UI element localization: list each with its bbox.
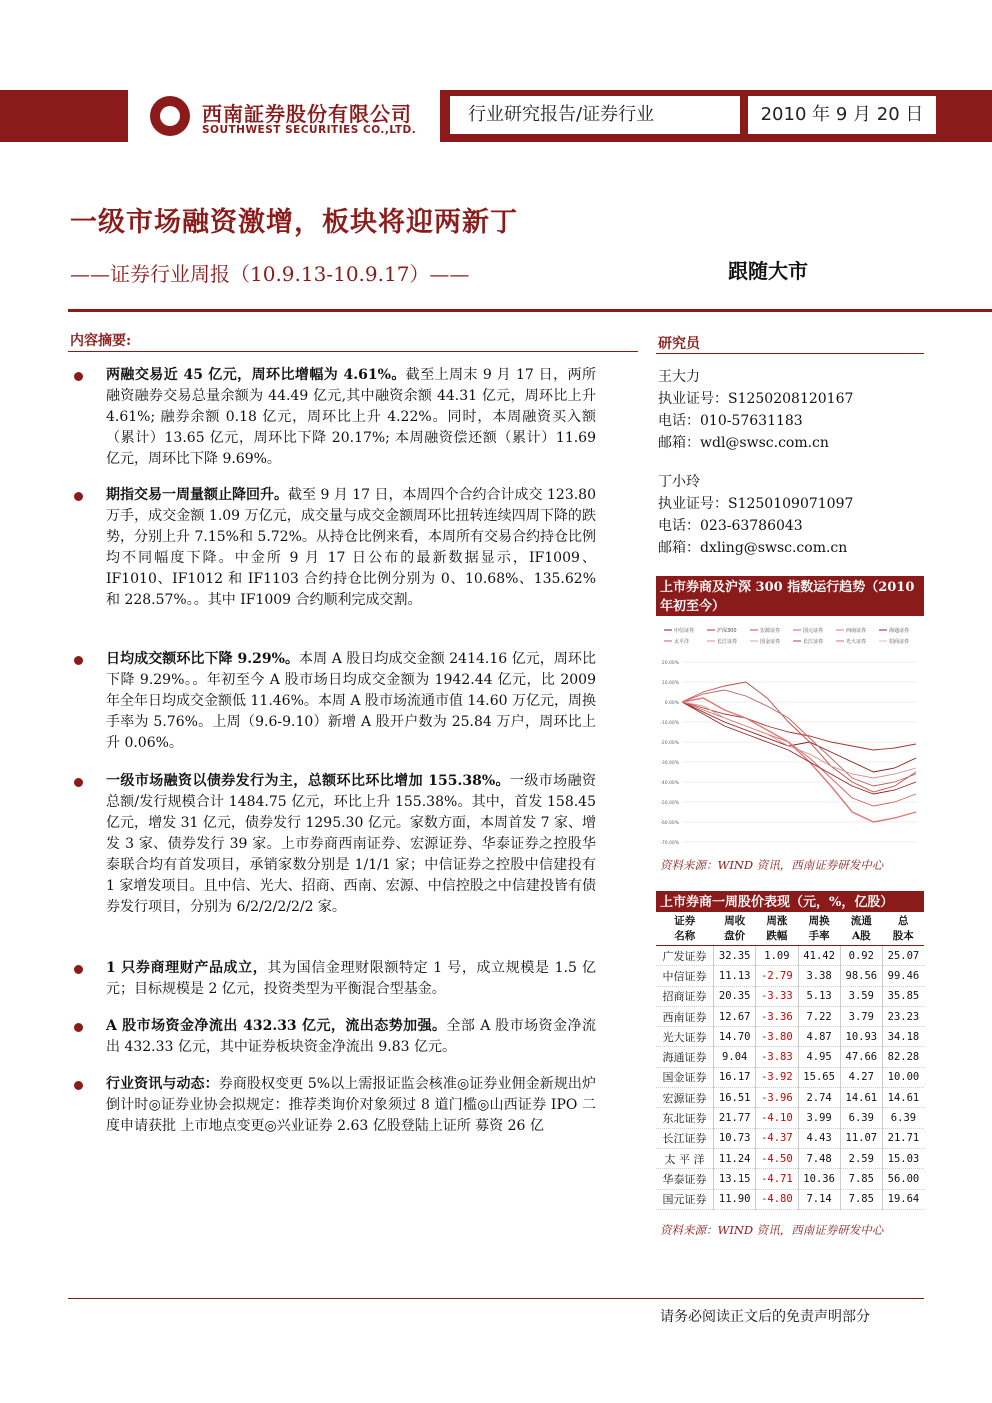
table-cell: 3.99: [798, 1108, 840, 1128]
divider: [68, 309, 992, 312]
company-logo-icon: [150, 96, 190, 136]
table-cell: 国金证券: [656, 1067, 714, 1087]
table-header-cell: 证券 名称: [656, 913, 714, 946]
legend-label: 招商证券: [889, 639, 910, 645]
table-cell: 5.13: [798, 986, 840, 1006]
table-cell: 11.24: [714, 1148, 756, 1168]
y-tick-label: 10.00%: [661, 681, 679, 686]
table-row: [656, 1006, 924, 1026]
summary-item: A 股市场资金净流出 432.33 亿元，流出态势加强。全部 A 股市场资金净流出 432.33 亿元，其中证券板块资金净流出 9.83 亿元。: [106, 1018, 596, 1055]
table-cell: -4.80: [756, 1189, 798, 1209]
table-cell: 2.74: [798, 1088, 840, 1108]
page-subtitle: ——证券行业周报（10.9.13-10.9.17）——: [70, 262, 470, 286]
y-tick-label: -60.00%: [660, 821, 679, 826]
table-cell: 10.00: [882, 1067, 924, 1087]
y-tick-label: -30.00%: [660, 761, 679, 766]
series-line: [682, 702, 916, 750]
chart-source: 资料来源：WIND 资讯，西南证券研发中心: [660, 858, 884, 872]
table-row: [656, 1169, 924, 1189]
researcher-name: 丁小玲: [658, 474, 700, 490]
table-cell: 14.61: [882, 1088, 924, 1108]
table-cell: 3.59: [840, 986, 882, 1006]
legend-label: 宏源证券: [760, 628, 781, 634]
table-row: [656, 946, 924, 966]
series-line: [682, 698, 916, 822]
researcher-license: 执业证号：S1250109071097: [658, 496, 854, 512]
bullet-icon: [74, 1023, 83, 1032]
table-row: [656, 1148, 924, 1168]
table-cell: 14.70: [714, 1027, 756, 1047]
table-cell: -3.36: [756, 1006, 798, 1026]
table-cell: -3.83: [756, 1047, 798, 1067]
table-cell: 10.73: [714, 1128, 756, 1148]
disclaimer: 请务必阅读正文后的免责声明部分: [660, 1309, 870, 1325]
table-cell: 19.64: [882, 1189, 924, 1209]
table-cell: 16.17: [714, 1067, 756, 1087]
table-cell: 35.85: [882, 986, 924, 1006]
rating-label: 跟随大市: [728, 259, 808, 283]
y-tick-label: -50.00%: [660, 801, 679, 806]
researcher-phone: 电话：010-57631183: [658, 413, 803, 429]
table-cell: -4.37: [756, 1128, 798, 1148]
summary-item: 1 只券商理财产品成立，其为国信金理财限额特定 1 号，成立规模是 1.5 亿元；目标规模是 2 亿元，投资类型为平衡混合型基金。: [106, 960, 596, 997]
table-cell: -3.92: [756, 1067, 798, 1087]
table-cell: 34.18: [882, 1027, 924, 1047]
table-cell: -3.80: [756, 1027, 798, 1047]
table-cell: 47.66: [840, 1047, 882, 1067]
table-cell: 华泰证券: [656, 1169, 714, 1189]
legend-label: 海通证券: [889, 628, 910, 634]
bullet-icon: [74, 1081, 83, 1090]
table-header-cell: 周换 手率: [798, 913, 840, 946]
table-cell: 太 平 洋: [656, 1148, 714, 1168]
researcher-card: [658, 471, 853, 559]
legend-label: 长江证券: [803, 639, 824, 645]
page-title: 一级市场融资激增，板块将迎两新丁: [70, 207, 518, 238]
researcher-license: 执业证号：S1250208120167: [658, 391, 854, 407]
table-cell: 32.35: [714, 946, 756, 966]
table-cell: 光大证券: [656, 1027, 714, 1047]
table-row: [656, 1047, 924, 1067]
table-cell: 10.93: [840, 1027, 882, 1047]
series-line: [682, 702, 916, 772]
table-cell: 14.61: [840, 1088, 882, 1108]
bullet-icon: [74, 656, 83, 665]
table-cell: 2.59: [840, 1148, 882, 1168]
table-row: [656, 986, 924, 1006]
researcher-phone: 电话：023-63786043: [658, 518, 803, 534]
series-line: [682, 690, 916, 786]
researcher-card: [658, 366, 853, 454]
table-cell: 6.39: [882, 1108, 924, 1128]
table-cell: -4.10: [756, 1108, 798, 1128]
trend-chart-svg: [656, 620, 924, 852]
table-cell: 10.36: [798, 1169, 840, 1189]
table-cell: 海通证券: [656, 1047, 714, 1067]
series-line: [682, 702, 916, 778]
legend-label: 国元证券: [803, 628, 824, 634]
table-source: 资料来源：WIND 资讯，西南证券研发中心: [660, 1223, 884, 1237]
table-cell: 41.42: [798, 946, 840, 966]
table-cell: 1.09: [756, 946, 798, 966]
table-cell: 20.35: [714, 986, 756, 1006]
table-row: [656, 1128, 924, 1148]
company-name-en: SOUTHWEST SECURITIES CO.,LTD.: [202, 124, 417, 136]
table-header-row: [656, 913, 924, 946]
table-cell: 东北证券: [656, 1108, 714, 1128]
divider: [656, 353, 924, 354]
table-cell: 9.04: [714, 1047, 756, 1067]
researcher-name: 王大力: [658, 369, 700, 385]
bullet-icon: [74, 965, 83, 974]
quote-table: [656, 913, 924, 1210]
table-header-cell: 流通 A股: [840, 913, 882, 946]
table-cell: 3.79: [840, 1006, 882, 1026]
table-cell: 4.43: [798, 1128, 840, 1148]
table-cell: 4.95: [798, 1047, 840, 1067]
table-header-cell: 周涨 跌幅: [756, 913, 798, 946]
table-cell: 7.14: [798, 1189, 840, 1209]
table-cell: -4.50: [756, 1148, 798, 1168]
table-cell: 3.38: [798, 966, 840, 986]
summary-item: 日均成交额环比下降 9.29%。本周 A 股日均成交金额 2414.16 亿元，周环比下降 9.29%。。年初至今 A 股市场日均成交金额为 1942.44 亿元，比 2009 年全年日均成交金额低 11.46%。本周 A 股市场流通市值 14.60 万亿元，周换手率为 5.76%。上周（9.6-9.10）新增 A 股开户数为 25.84 万户，周环比上升 0.06%。: [106, 651, 596, 751]
table-cell: 宏源证券: [656, 1088, 714, 1108]
legend-label: 光大证券: [846, 639, 867, 645]
table-cell: 招商证券: [656, 986, 714, 1006]
legend-label: 沪深300: [717, 628, 737, 634]
table-cell: 中信证券: [656, 966, 714, 986]
bullet-icon: [74, 778, 83, 787]
report-date: 2010 年 9 月 20 日: [748, 96, 936, 134]
table-cell: 11.07: [840, 1128, 882, 1148]
table-cell: 7.85: [840, 1169, 882, 1189]
quote-table-title: 上市券商一周股价表现（元，%，亿股）: [656, 891, 924, 912]
y-tick-label: 0.00%: [664, 701, 679, 706]
summary-item: 一级市场融资以债券发行为主，总额环比环比增加 155.38%。一级市场融资总额/发行规模合计 1484.75 亿元，环比上升 155.38%。其中，首发 158.45 亿元，增发 31 亿元，债券发行 1295.30 亿元。家数方面，本周首发 7 家、增发 3 家、债券发行 39 家。上市券商西南证券、宏源证券、华泰证券之控股华泰联合均有首发项目，承销家数分别是 1/1/1 家；中信证券之控股中信建投有 1 家增发项目。且中信、光大、招商、西南、宏源、中信控股之中信建投皆有债券发行项目，分别为 6/2/2/2/2/2 家。: [106, 773, 596, 915]
table-header-cell: 周收 盘价: [714, 913, 756, 946]
divider: [68, 351, 638, 352]
table-row: [656, 1189, 924, 1209]
legend-label: 西南证券: [846, 628, 867, 634]
series-line: [682, 702, 916, 806]
table-row: [656, 1108, 924, 1128]
y-tick-label: -70.00%: [660, 841, 679, 846]
table-cell: 4.87: [798, 1027, 840, 1047]
table-cell: 西南证券: [656, 1006, 714, 1026]
table-cell: 21.71: [882, 1128, 924, 1148]
table-cell: 国元证券: [656, 1189, 714, 1209]
bullet-icon: [74, 492, 83, 501]
researcher-email[interactable]: 邮箱：wdl@swsc.com.cn: [658, 435, 829, 451]
legend-label: 太平洋: [674, 639, 690, 645]
table-cell: -4.71: [756, 1169, 798, 1189]
y-tick-label: -10.00%: [660, 721, 679, 726]
table-cell: 23.23: [882, 1006, 924, 1026]
table-cell: 0.92: [840, 946, 882, 966]
table-cell: 7.85: [840, 1189, 882, 1209]
table-row: [656, 1067, 924, 1087]
legend-label: 长江证券: [717, 639, 738, 645]
table-cell: -3.96: [756, 1088, 798, 1108]
bullet-icon: [74, 372, 83, 381]
researcher-email[interactable]: 邮箱：dxling@swsc.com.cn: [658, 540, 848, 556]
summary-item: 行业资讯与动态：券商股权变更 5%以上需报证监会核准◎证券业佣金新规出炉倒计时◎证券业协会拟规定：推荐类询价对象须过 8 道门槛◎山西证券 IPO 二度申请获批 上市地点变更◎兴业证券 2.63 亿股登陆上证所 募资 26 亿: [106, 1076, 597, 1134]
table-cell: -2.79: [756, 966, 798, 986]
table-row: [656, 1088, 924, 1108]
table-cell: 13.15: [714, 1169, 756, 1189]
table-cell: 25.07: [882, 946, 924, 966]
y-tick-label: 20.00%: [661, 661, 679, 666]
table-cell: 11.90: [714, 1189, 756, 1209]
trend-chart: [656, 620, 924, 852]
table-cell: 12.67: [714, 1006, 756, 1026]
legend-label: 中信证券: [674, 628, 695, 634]
table-cell: 4.27: [840, 1067, 882, 1087]
researcher-heading: 研究员: [658, 336, 700, 352]
table-cell: 长江证券: [656, 1128, 714, 1148]
table-cell: 7.22: [798, 1006, 840, 1026]
table-cell: 广发证券: [656, 946, 714, 966]
summary-heading: 内容摘要:: [70, 333, 132, 349]
y-tick-label: -40.00%: [660, 781, 679, 786]
table-cell: 11.13: [714, 966, 756, 986]
series-line: [682, 702, 916, 794]
table-row: [656, 1027, 924, 1047]
summary-item: 期指交易一周量额止降回升。截至 9 月 17 日，本周四个合约合计成交 123.80 万手，成交金额 1.09 万亿元，成交量与成交金额周环比扭转连续四周下降的跌势，分别上升 7.15%和 5.72%。从持仓比例来看，本周所有交易合约持仓比例均不同幅度下降。中金所 9 月 17 日公布的最新数据显示，IF1009、IF1010、IF1012 和 IF1103 合约持仓比例分别为 0、10.68%、135.62%和 228.57%。。其中 IF1009 合约顺利完成交割。: [106, 487, 596, 608]
divider: [68, 1298, 924, 1299]
table-cell: 21.77: [714, 1108, 756, 1128]
table-cell: 7.48: [798, 1148, 840, 1168]
table-row: [656, 966, 924, 986]
trend-chart-title: 上市券商及沪深 300 指数运行趋势（2010 年初至今）: [656, 576, 924, 616]
company-name-cn: 西南証券股份有限公司: [202, 102, 412, 126]
legend-label: 国金证券: [760, 639, 781, 645]
table-cell: 99.46: [882, 966, 924, 986]
table-cell: 15.65: [798, 1067, 840, 1087]
y-tick-label: -20.00%: [660, 741, 679, 746]
summary-item: 两融交易近 45 亿元，周环比增幅为 4.61%。截至上周末 9 月 17 日，两所融资融券交易总量余额为 44.49 亿元,其中融资余额 44.31 亿元，周环比上升 4.61%; 融券余额 0.18 亿元，周环比上升 4.22%。同时，本周融资买入额（累计）13.65 亿元，周环比下降 20.17%; 本周融资偿还额（累计）11.69 亿元，周环比下降 9.69%。: [106, 367, 596, 467]
table-cell: 6.39: [840, 1108, 882, 1128]
table-cell: 56.00: [882, 1169, 924, 1189]
table-header-cell: 总 股本: [882, 913, 924, 946]
series-line: [682, 682, 916, 792]
table-cell: 15.03: [882, 1148, 924, 1168]
table-cell: -3.33: [756, 986, 798, 1006]
table-cell: 16.51: [714, 1088, 756, 1108]
table-cell: 82.28: [882, 1047, 924, 1067]
table-cell: 98.56: [840, 966, 882, 986]
report-type: 行业研究报告/证券行业: [450, 96, 740, 134]
